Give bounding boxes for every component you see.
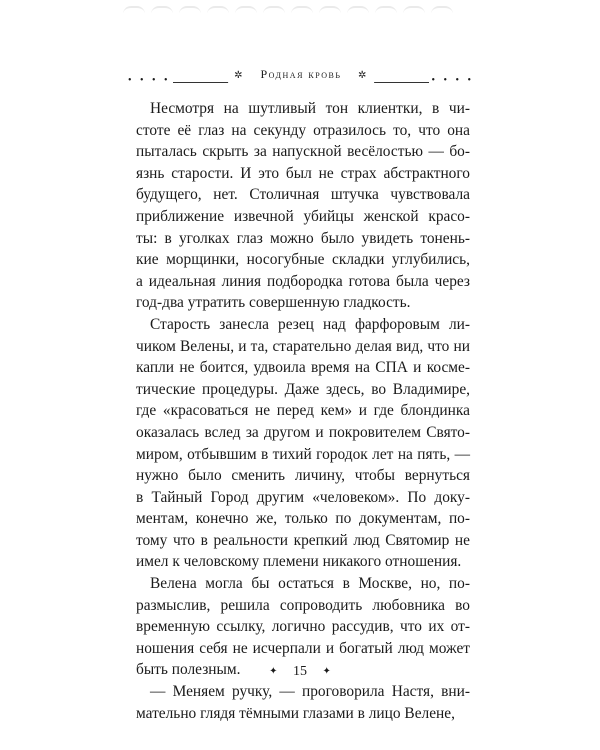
text-line: где «красоваться не перед кем» и где блондинка: [136, 402, 470, 420]
text-line: имел к челoвскому племени никакого отношения.: [136, 553, 462, 571]
text-line: ношения себя не исчерпали и богатый люд может: [136, 639, 470, 657]
star-right-icon: ✦: [322, 666, 331, 677]
text-line: Несмотря на шутливый тон клиентки, в чи-: [150, 100, 470, 117]
text-line: мательно глядя тёмными глазами в лицо Велене,: [136, 704, 455, 722]
ornament-right-icon: ✲: [358, 70, 368, 81]
body-text: [136, 98, 470, 724]
text-line: ты: в уголках глаз можно было увидеть тонень-: [136, 229, 470, 247]
text-line: чиком Велены, и та, старательно делая вид, что ни: [136, 337, 470, 355]
text-line: тому что в реальности крепкий люд Святомир не: [136, 531, 470, 549]
text-line: пыталась скрыть за напускной весёлостью — бо-: [136, 143, 470, 161]
text-line: быть полезным.: [136, 661, 241, 679]
text-line: а идеальная линия подбородка готова была через: [136, 272, 470, 290]
book-title: Родная кровь: [260, 67, 342, 81]
ornament-left-icon: ✲: [234, 70, 244, 81]
text-line: Старость занесла резец над фарфоровым ли-: [150, 315, 470, 333]
bleed-through-shadow: [120, 0, 480, 40]
star-left-icon: ✦: [269, 666, 278, 677]
text-line: оказалась вслед за другом и покровителем Свято-: [136, 423, 470, 441]
header-title-group: [228, 66, 374, 84]
text-line: миром, отбывшим в тихий городок лет на пять, —: [136, 445, 470, 463]
text-line: год-два утратить совершенную гладкость.: [136, 294, 411, 312]
text-line: временную ссылку, логично рассудив, что их от-: [136, 618, 470, 636]
header-dots-right: • • • •: [431, 75, 474, 86]
text-line: тические процедуры. Даже здесь, во Владимире,: [136, 380, 470, 398]
text-line: — Меняем ручку, — проговорила Настя, вни-: [150, 683, 470, 701]
text-line: кие морщинки, носогубные складки углубились,: [136, 251, 470, 269]
text-line: капли не боится, удвоила время на СПА и космe-: [136, 359, 470, 377]
text-line: будущего, нет. Столичная штучка чувствовала: [136, 186, 470, 204]
page-footer: [0, 663, 600, 681]
page-number: 15: [293, 664, 307, 679]
text-line: приближение извечной убийцы женской красо-: [136, 207, 470, 225]
text-line: нужно было сменить личину, чтобы вернуться: [136, 467, 470, 485]
running-header: [128, 64, 474, 86]
text-line: в Тайный Город другим «человеком». По доку-: [136, 488, 470, 506]
text-line: ментам, конечно же, только по документам, по-: [136, 510, 470, 528]
text-line: стоте её глаз на секунду отразилось то, что она: [136, 121, 470, 139]
header-dots-left: • • • •: [128, 75, 171, 86]
text-line: язнь старости. И это был не страх абстрактного: [136, 164, 470, 182]
text-line: Велена могла бы остаться в Москве, но, по-: [150, 575, 470, 593]
text-line: размыслив, решила сопроводить любовника во: [136, 596, 470, 614]
